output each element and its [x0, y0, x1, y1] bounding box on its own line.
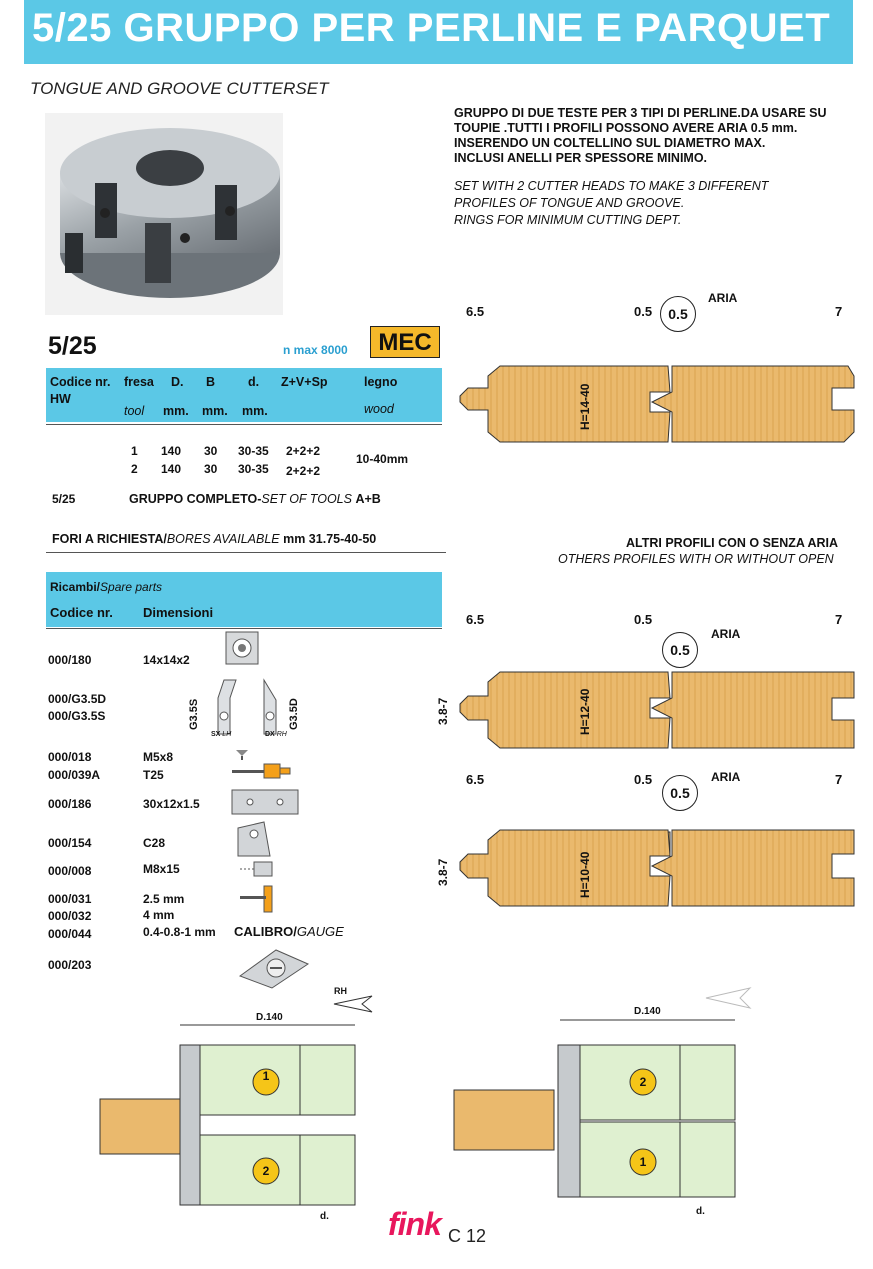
row2-z: 2+2+2 — [286, 464, 321, 478]
spare-code: 000/031 — [48, 892, 92, 906]
row2-D: 140 — [161, 462, 182, 476]
bores-divider — [46, 552, 446, 553]
th-tool: tool — [124, 404, 145, 418]
p3-right-dim: 7 — [835, 772, 843, 787]
th-wood: wood — [364, 402, 394, 416]
p1-left-dim: 6.5 — [466, 304, 485, 319]
assembly-right-drawing — [450, 1000, 750, 1220]
desc-it-line: TOUPIE .TUTTI I PROFILI POSSONO AVERE ARIA 0.5 mm. — [454, 121, 798, 135]
spare-code: 000/154 — [48, 836, 92, 850]
p3-air-circle: 0.5 — [662, 775, 698, 811]
th-mm3: mm. — [242, 404, 268, 418]
head-2-right: 2 — [639, 1075, 647, 1089]
p3-mid-dim: 0.5 — [634, 772, 653, 787]
product-code: 5/25 — [48, 332, 97, 360]
spare-code: 000/G3.5D — [48, 692, 107, 706]
desc-it-line: INCLUSI ANELLI PER SPESSORE MINIMO. — [454, 151, 708, 165]
complete-set-label — [129, 492, 381, 506]
p1-mid-dim: 0.5 — [634, 304, 653, 319]
table-divider — [46, 424, 442, 425]
mec-badge: MEC — [370, 326, 440, 358]
spare-title-bold: Ricambi/ — [50, 580, 101, 594]
product-photo — [45, 113, 283, 315]
p2-height-label: H=12-40 — [578, 688, 592, 735]
bar-plate-icon — [230, 788, 300, 816]
head-1-left: 1 — [262, 1069, 270, 1083]
page-number: C 12 — [448, 1226, 487, 1246]
spare-code: 000/203 — [48, 958, 92, 972]
dx-rh-label — [265, 731, 287, 738]
row1-fresa: 1 — [131, 444, 138, 458]
bores-italic: BORES AVAILABLE — [166, 532, 280, 546]
desc-it-line: GRUPPO DI DUE TESTE PER 3 TIPI DI PERLINE.DA USARE SU — [454, 106, 827, 120]
complete-suffix: A+B — [355, 492, 381, 506]
head-2-left: 2 — [262, 1164, 270, 1178]
row1-D: 140 — [161, 444, 182, 458]
spare-dim: M8x15 — [143, 862, 180, 876]
sx-lh-label — [211, 731, 231, 738]
t-wrench-icon — [236, 884, 286, 914]
profiles-drawing — [440, 290, 873, 870]
row1-d: 30-35 — [238, 444, 269, 458]
spare-dim: M5x8 — [143, 750, 174, 764]
spare-col-dim: Dimensioni — [143, 605, 214, 620]
gauge-italic: GAUGE — [296, 924, 344, 939]
row2-d: 30-35 — [238, 462, 269, 476]
spare-code: 000/180 — [48, 653, 92, 667]
g35d-label: G3.5D — [288, 698, 300, 730]
legno-value: 10-40mm — [356, 452, 409, 466]
th-code: Codice nr. — [50, 375, 111, 389]
description-english — [454, 178, 854, 229]
bores-bold: FORI A RICHIESTA/ — [52, 532, 167, 546]
p2-left-dim: 6.5 — [466, 612, 485, 627]
bores-value: mm 31.75-40-50 — [283, 532, 377, 546]
complete-label-italic: SET OF TOOLS — [261, 492, 352, 506]
p1-air-circle: 0.5 — [660, 296, 696, 332]
spare-dim: 0.4-0.8-1 mm — [143, 925, 216, 939]
spare-dim: 4 mm — [143, 908, 175, 922]
gauge-icon — [236, 944, 312, 990]
spare-dim: 2.5 mm — [143, 892, 185, 906]
th-legno: legno — [364, 375, 398, 389]
p1-height-label: H=14-40 — [578, 383, 592, 430]
spare-code: 000/044 — [48, 927, 92, 941]
page-subtitle: TONGUE AND GROOVE CUTTERSET — [30, 79, 329, 98]
desc-it-line: INSERENDO UN COLTELLINO SUL DIAMETRO MAX. — [454, 136, 766, 150]
insert-plate-icon — [222, 628, 262, 668]
spare-code: 000/018 — [48, 750, 92, 764]
p3-side-label: 3.8-7 — [436, 858, 450, 886]
spare-dim: T25 — [143, 768, 164, 782]
lh-text: LH — [222, 731, 232, 738]
desc-en-line: RINGS FOR MINIMUM CUTTING DEPT. — [454, 213, 682, 227]
th-mm1: mm. — [163, 404, 189, 418]
p3-height-label: H=10-40 — [578, 851, 592, 898]
assembly-left-drawing — [90, 985, 390, 1225]
p2-air-circle: 0.5 — [662, 632, 698, 668]
rotation-arrow-icon — [332, 994, 376, 1016]
rh-label: RH — [334, 986, 347, 996]
d-left: d. — [320, 1211, 329, 1222]
th-d-big: D. — [171, 375, 184, 389]
p2-aria-label: ARIA — [711, 627, 741, 641]
desc-en-line: PROFILES OF TONGUE AND GROOVE. — [454, 196, 685, 210]
rh-text: RH — [276, 731, 287, 738]
d140-left: D.140 — [256, 1012, 283, 1023]
d-right: d. — [696, 1206, 705, 1217]
spare-dim: 30x12x1.5 — [143, 797, 200, 811]
spare-dim: 14x14x2 — [143, 653, 190, 667]
spare-code: 000/186 — [48, 797, 92, 811]
th-mm2: mm. — [202, 404, 228, 418]
spare-code: 000/039A — [48, 768, 101, 782]
sx-text: SX — [211, 731, 221, 738]
th-hw: HW — [50, 392, 71, 406]
screw-and-key-icon — [228, 744, 298, 784]
dx-text: DX — [265, 731, 275, 738]
spare-code: 000/032 — [48, 909, 92, 923]
th-b: B — [206, 375, 216, 389]
th-d-small: d. — [248, 375, 260, 389]
row1-B: 30 — [204, 444, 218, 458]
th-zvsp: Z+V+Sp — [281, 375, 328, 389]
spare-col-code: Codice nr. — [50, 605, 113, 620]
spare-code: 000/008 — [48, 864, 92, 878]
desc-en-line: SET WITH 2 CUTTER HEADS TO MAKE 3 DIFFERENT — [454, 179, 769, 193]
p2-side-label: 3.8-7 — [436, 697, 450, 725]
wedge-icon — [234, 820, 274, 860]
gauge-bold: CALIBRO/ — [234, 924, 297, 939]
rotation-arrow-right-icon — [704, 986, 756, 1012]
p1-aria-label: ARIA — [708, 291, 738, 305]
spare-code: 000/G3.5S — [48, 709, 106, 723]
spare-title-italic: Spare parts — [100, 580, 163, 594]
spare-dim: C28 — [143, 836, 166, 850]
g35s-label: G3.5S — [188, 698, 200, 730]
spare-title — [50, 580, 162, 594]
gauge-label — [234, 924, 344, 939]
complete-label-bold: GRUPPO COMPLETO- — [129, 492, 262, 506]
row1-z: 2+2+2 — [286, 444, 321, 458]
p1-right-dim: 7 — [835, 304, 843, 319]
row2-fresa: 2 — [131, 462, 138, 476]
p3-aria-label: ARIA — [711, 770, 741, 784]
row2-B: 30 — [204, 462, 218, 476]
p2-mid-dim: 0.5 — [634, 612, 653, 627]
brand-logo: fink — [388, 1206, 441, 1242]
complete-code: 5/25 — [52, 492, 76, 506]
head-1-right: 1 — [639, 1155, 647, 1169]
d140-right: D.140 — [634, 1006, 661, 1017]
profile-3-drawing — [440, 820, 873, 920]
bores-line — [52, 532, 376, 546]
th-fresa: fresa — [124, 375, 154, 389]
max-speed: n max 8000 — [283, 343, 348, 357]
p2-right-dim: 7 — [835, 612, 843, 627]
screw-icon — [236, 858, 282, 882]
p3-left-dim: 6.5 — [466, 772, 485, 787]
others-profiles-en: OTHERS PROFILES WITH OR WITHOUT OPEN — [558, 552, 834, 566]
description-italian — [454, 106, 854, 166]
others-profiles-it: ALTRI PROFILI CON O SENZA ARIA — [626, 536, 839, 550]
page-title: 5/25 GRUPPO PER PERLINE E PARQUET — [32, 6, 831, 50]
